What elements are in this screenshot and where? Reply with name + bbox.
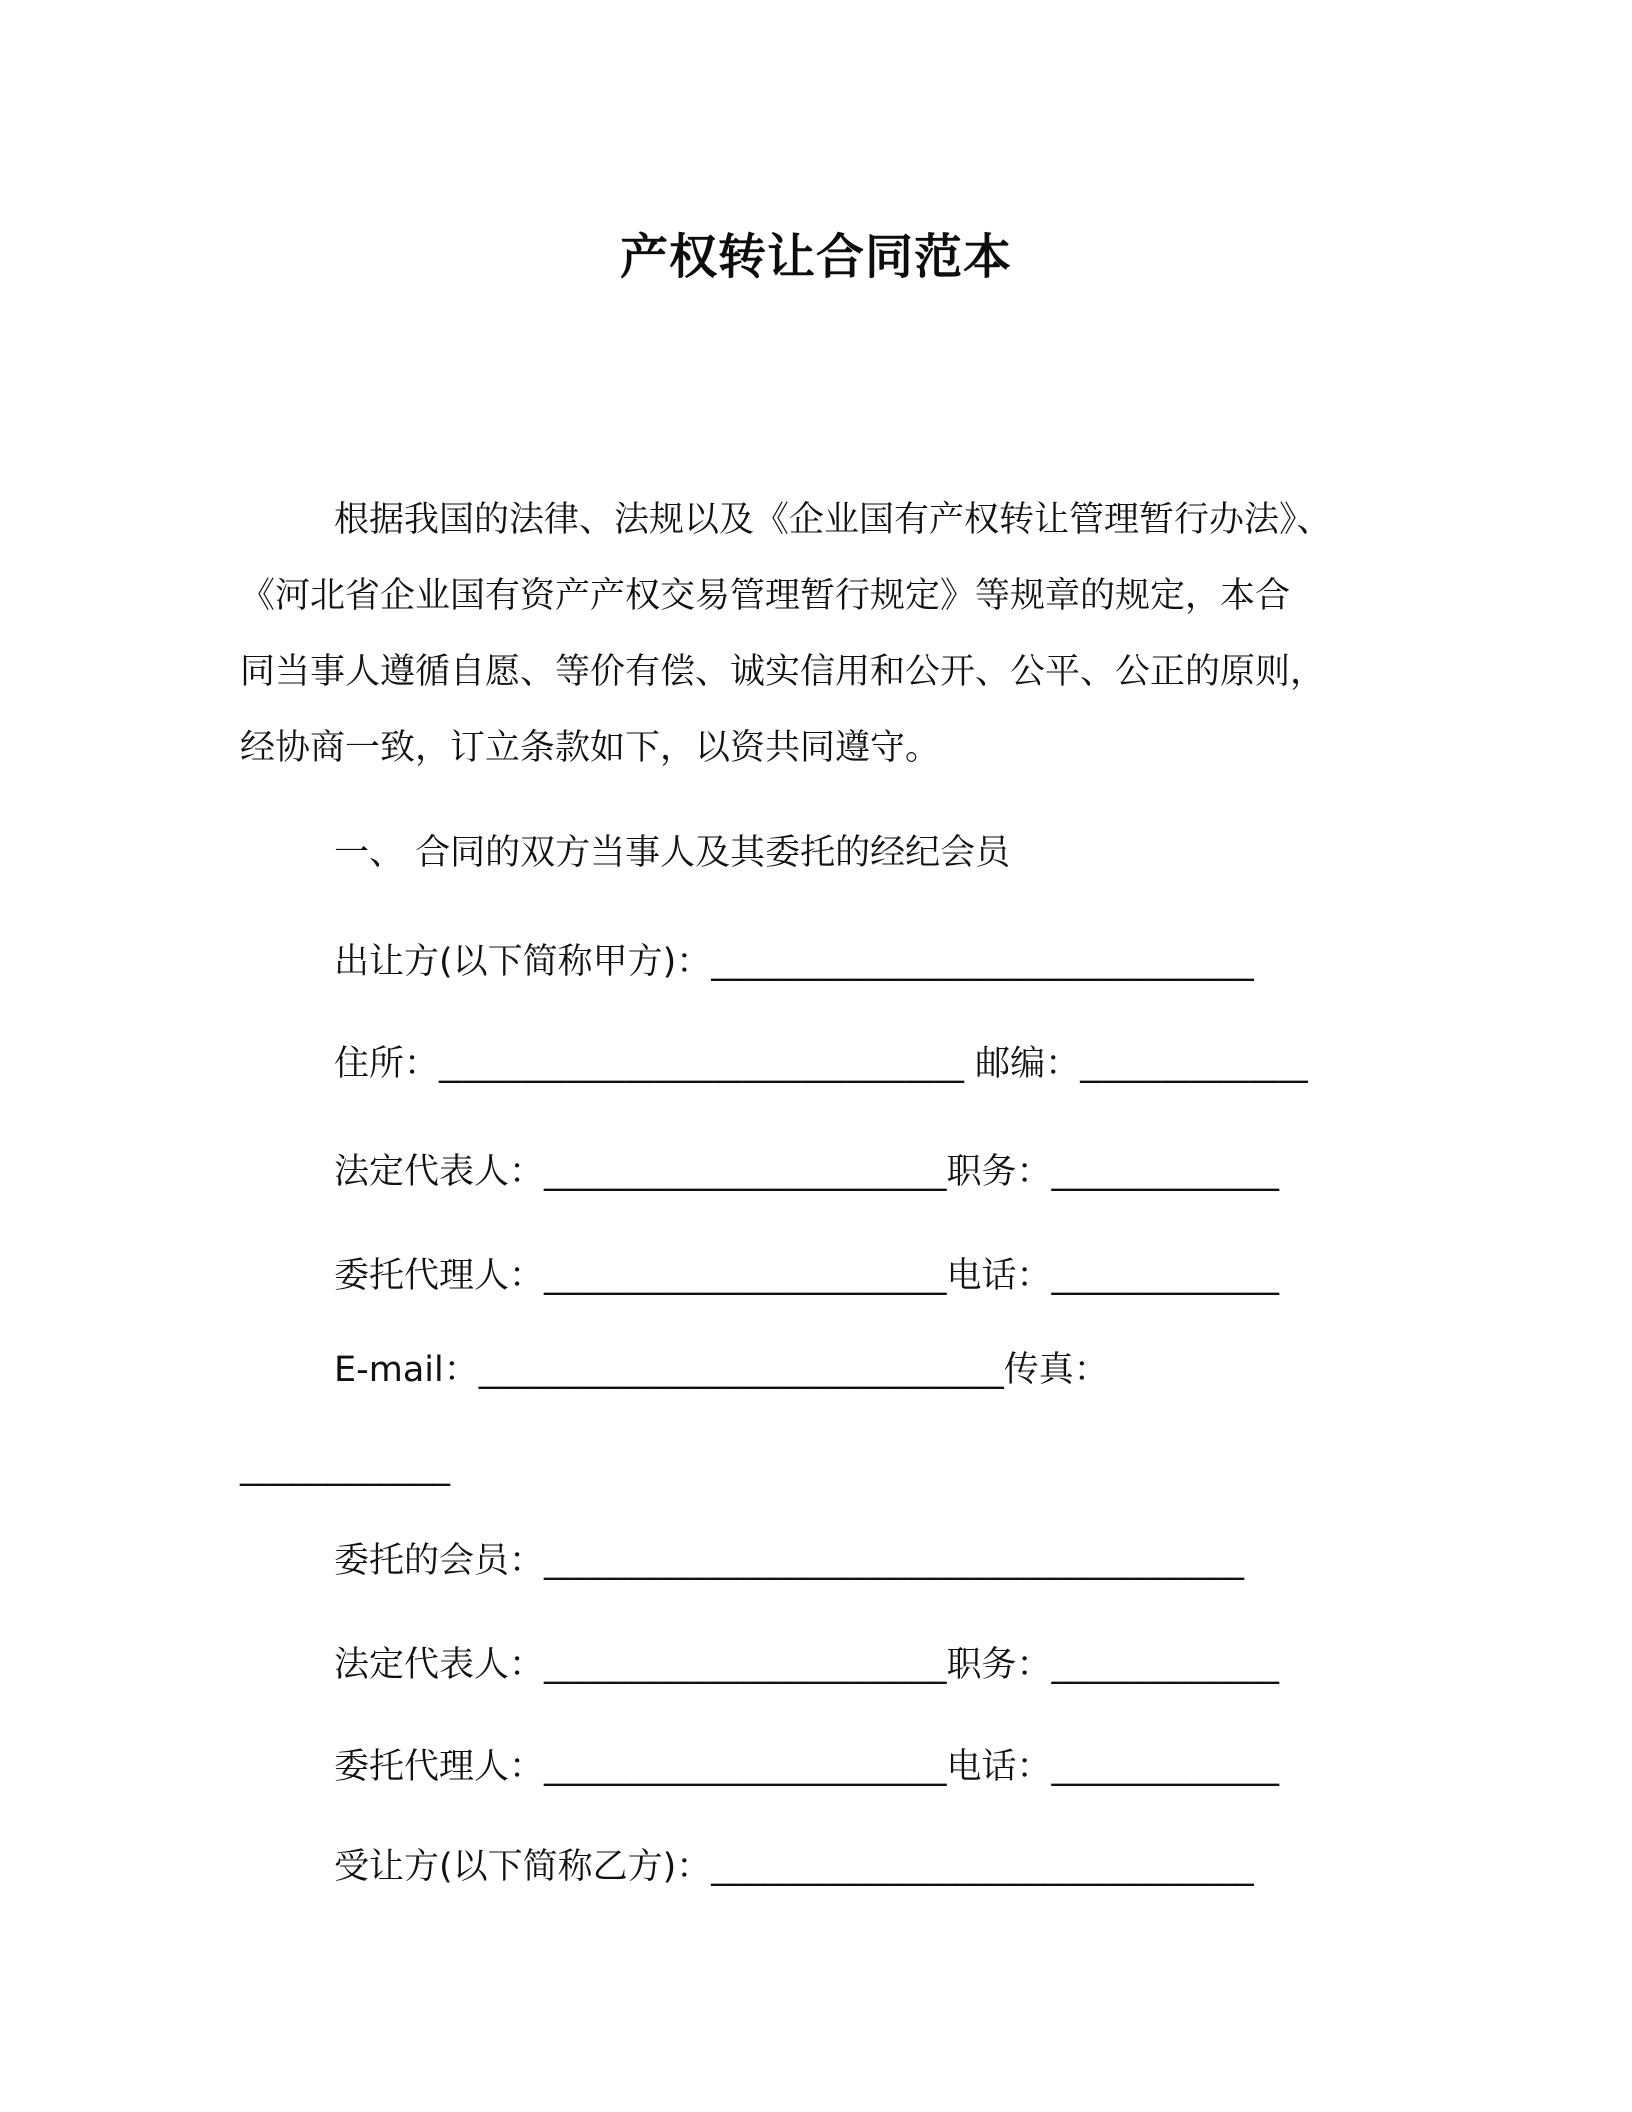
agent-phone-field-2: 委托代理人：_______________________电话：_____________ bbox=[334, 1747, 1280, 1787]
legal-representative-field: 法定代表人：_______________________职务：_____________ bbox=[334, 1152, 1280, 1192]
intro-line: 经协商一致，订立条款如下，以资共同遵守。 bbox=[240, 728, 941, 768]
intro-line: 《河北省企业国有资产产权交易管理暂行规定》等规章的规定，本合 bbox=[240, 576, 1291, 616]
email-fax-field: E-mail：______________________________传真： bbox=[334, 1350, 1109, 1390]
address-postcode-field: 住所：______________________________ 邮编：_____________ bbox=[334, 1044, 1308, 1084]
entrusted-member-field: 委托的会员：________________________________________ bbox=[334, 1541, 1245, 1581]
document-title: 产权转让合同范本 bbox=[619, 229, 1012, 285]
intro-line: 根据我国的法律、法规以及《企业国有产权转让管理暂行办法》、 bbox=[334, 500, 1332, 540]
fax-blank: ____________ bbox=[240, 1447, 450, 1487]
intro-paragraph bbox=[240, 482, 1400, 786]
intro-line: 同当事人遵循自愿、等价有偿、诚实信用和公开、公平、公正的原则， bbox=[240, 652, 1326, 692]
legal-representative-field-2: 法定代表人：_______________________职务：_____________ bbox=[334, 1645, 1280, 1685]
transferor-field: 出让方(以下简称甲方)：_______________________________ bbox=[334, 942, 1254, 982]
agent-phone-field: 委托代理人：_______________________电话：_____________ bbox=[334, 1256, 1280, 1296]
transferee-field: 受让方(以下简称乙方)：_______________________________ bbox=[334, 1847, 1254, 1887]
section-heading: 一、 合同的双方当事人及其委托的经纪会员 bbox=[334, 833, 1011, 873]
